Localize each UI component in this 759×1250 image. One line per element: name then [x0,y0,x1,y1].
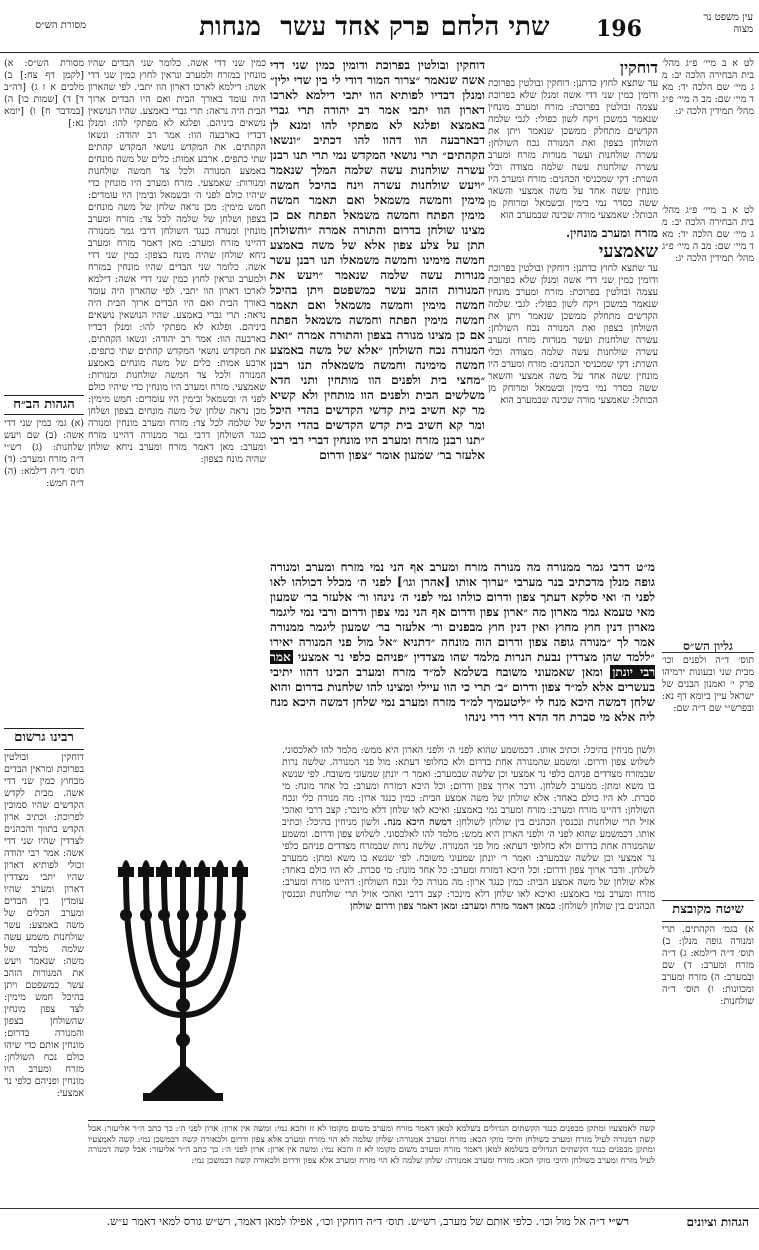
gemara-text-3: ומאן שאמעוני משובח בשלמא למ״ד מזרח ומערב הכינו דהוו יתיבי בעשרים אלא למ״ד צפון ודרום ״ב׳ תרי כי הוו עיילי ומצינו להו שלחנות בדרום והוא שלחן דמשה היכא מנח לי ״ליטעמיך למ״ד מזרח ומערב נמי שלחן דמשה היכא מנח ליה אלא מי סברת חד הדא דרי דרי נינהו [270,665,655,724]
rashi-bottom-commentary [282,745,655,1045]
page-header [0,8,759,53]
rashi-bottom-text-repeat: ולשון מניחין בהיכל: וכתיב אותו. דכמשמע שהוא לפני ה׳ ולפני הארון היא ממש: מלמד להו לאלכסוני. לשלוש צפון ודרום. ומשמע שהמנורה אחת בדרום ולא כחלופי דעתא: מול פני המנורה. שלשה נרות שבמזרח מצדדים פניהם כלפי נר אמצעי וכן שלשה שבמערב: ואמר ר׳ יונתן שמעוני משובח. לפי שנשא בו משא ומתן: ממערב לשלחן. ודבר ארוך צפון ודרום: וכל היכא דמזרח ומערב: כל אחד מונח: מי סברת. לא היו כולם באחד: אלא שולחן של משה אמצע הבית: כמין כנגד ארון: מה מנורה כלי ונכח השולחן: דהיינו מזרח ומערב: מזרח ומערב נמי באמצע: ואיכא לאו שלחן דלא מינכר: קצב דרבי ואהכי אזיל תרי שולחנות ונכנסין הכהנים בין שולחן לשולחן: [282,817,655,912]
hagahot-vetziyunim-label: הגהות וציונים [686,1215,749,1229]
masoret-margin [4,58,84,368]
ein-mishpat-text: לט א ב מיי׳ פ״ג מהל׳ בית הבחירה הלכה יב: מ ג מיי׳ שם הלכה יד: מא ד מיי׳ שם: מב ה מיי׳ פ״ג מהל׳ תמידין הלכה יג: [662,58,754,117]
rashi-text: עד שתצא לחוץ כדתנן: דוחקין ובולטין בפרוכת ודומין כמין שני דדי אשה ומנלן שלא בפרוכת עצמה ובולטין בפרוכת: מזרח ומערב מונחין שנאמר במשכן ויקח לשון כפולי: לגבי שלמה הקדשים מתחלק ממשכן שנאמר ויתן את השולחן בצפון ואת המנורה נכח השולחן: עשרה שולחנות ועשר מנורות מזרח ומערב עשרה שולחנות עשה שלמה מצודה וכלי השרת: דקי שמכניסי הכהנים: מזרח ומערב היו מונחין ששה אחד על משה אמצעי והשאר ששה כסדר נמי בימין ובשמאל ומרוחק מן הכותל: שאמצעי מורה שכינה שבמערב הוא [488,78,658,221]
bottom-notes [88,1124,655,1206]
hagahot-habach-text: (א) גמ׳ כמין שני דדי אשה: (ב) שם ויעש שלחנות: (ג) רש״י ד״ה מזרח ומערב: (ד) תוס׳ ד״ה דילמא: (ה) ד״ה חמש: [4,418,84,489]
rashi-bold-phrase-2: כמאן דאמר מזרח ומערב: ומאן דאמר צפון ודרום שולחן [350,901,556,912]
hagahot-habach [4,418,84,638]
rashi-label-2: שאמצעי [598,241,658,262]
gemara-text: דוחקין ובולטין בפרוכת ודומין כמין שני דדי אשה שנאמר ״צרור המור דודי לי בין שדי ילין״ ומנלן דבדיו לפותיא הוו יתבי דילמא לארכו דארון הוו יתבי אמר רב יהודה תרי גברי באמצא ופלגא לא מפתקי להו ומנא לן דבארבעה הוו דהוו להו דכתיב ״ונשאו הקהתים״ תרי נושאי המקדש נמי תרי תנו רבנן עשרה שולחנות עשה שלמה המלך שנאמר ״ויעש שולחנות עשרה וינח בהיכל חמשה מימין וחמשה משמאל ואם תאמר חמשה מימין הפתח וחמשה משמאל הפתח אם כן מצינו שולחן בדרום והתורה אמרה ״והשולחן תתן על צלע צפון אלא של משה באמצע חמשה מימינו וחמשה משמאלו תנו רבנן עשר מנורות עשה שלמה שנאמר ״ויעש את המנורות הזהב עשר כמשפטם ויתן בהיכל חמשה מימין וחמשה משמאל ואם תאמר חמשה מימין הפתח וחמשה משמאל הפתח אם כן מצינו מנורה בצפון והתורה אמרה ״ואת המנורה נכח השולחן ״אלא של משה באמצע חמשה מימינה וחמשה משמאלה תנו רבנן ״מחצי בית ולפנים הוו מותחין ותני חדא משלשים הבית ולפנים הוו מותחין ולא קשיא מר קא חשיב בית קדשי הקדשים בהדי היכל ומר קא חשיב בית קדש הקדשים בהדי היכל ״תנו רבנן מזרח ומערב היו מונחין דברי רבי רבי אלעזר בר׳ שמעון אומר ״צפון ודרום [270,58,485,462]
rashi-bold-phrase-1: דמשה היכא מנח. [383,817,452,828]
tosafot-text: כמין שני דדי אשה. כלומר שני הבדים שהיו מונחין במזרח ולמערב ונראין לחוץ כמין שני דדי אשה: דילמא לארכו דארון הוו יתבי. לפי שהארון היה עומד באורך הבית ואם היו הבדים ארוך הבית היה נראה: תרי גברי באמצע. שהיו הנושאין נושאים ביניהם. ופלגא לא מפתקי להו: ומנלן דבדיו בארבעה הוו: אמר רב יהודה: ונשאו הקהתים. את המקדש נושאי המקדש קהתים שתי כתפים. ארבע אמות: כלים של משה מונחים באמצע המנורה ולכל צד חמשה שולחנות ומנורות: שאמצעי. מזרח ומערב היו מונחין כדי שיהיו כולם לפני ה׳ ובשמאל ובימין היו עומדים: חמש מימין: מכן נראה שלחן של משה מונחים בצפון ושלחן של שלמה לכל צד: מזרח ומערב מונחין ומנורה כנגד השולחן דרבי גמר ממנורה דהיינו מזרח ומערב: מאן דאמר מזרח ומערב ניחא שולחן שהיה מונח בצפון: [88,58,266,261]
tosafot-text-repeat: כמין שני דדי אשה. כלומר שני הבדים שהיו מונחין במזרח ולמערב ונראין לחוץ כמין שני דדי אשה: דילמא לארכו דארון הוו יתבי. לפי שהארון היה עומד באורך הבית ואם היו הבדים ארוך הבית היה נראה: תרי גברי באמצע. שהיו הנושאין נושאים ביניהם. ופלגא לא מפתקי להו: ומנלן דבדיו בארבעה הוו: אמר רב יהודה: ונשאו הקהתים. את המקדש נושאי המקדש קהתים שתי כתפים. ארבע אמות: כלים של משה מונחים באמצע המנורה ולכל צד חמשה שולחנות ומנורות: שאמצעי. מזרח ומערב היו מונחין כדי שיהיו כולם לפני ה׳ ובשמאל ובימין היו עומדים: חמש מימין: מכן נראה שלחן של משה מונחים בצפון ושלחן של שלמה לכל צד: מזרח ומערב מונחין ומנורה כנגד השולחן דרבי גמר ממנורה דהיינו מזרח ומערב: מאן דאמר מזרח ומערב ניחא שולחן שהיה מונח בצפון: [88,250,266,465]
bottom-notes-text-repeat: קשה לאמצעיו ומתקן מבפנים כנגד הקשתים הגדולים בשלמא למאן דאמר מזרח ומערב משום מקומו לא זז והכא נמי: ומשה אין ארון: ארון לפני ה׳: כך כתב ה״ר אליעזר: אבל קשה דמנורה לעיל מזרח ומערב בשולחן והיכי מוקי הכא: מזרח ומערב אמנורה: שלחן שלמה לא הוי מזרח ומערב אלא צפון ודרום ולכאורה קשה דבמשכן נמי: [88,1134,655,1166]
rashi-text-repeat: עד שתצא לחוץ כדתנן: דוחקין ובולטין בפרוכת ודומין כמין שני דדי אשה ומנלן שלא בפרוכת עצמה ובולטין בפרוכת: מזרח ומערב מונחין שנאמר במשכן ויקח לשון כפולי: לגבי שלמה הקדשים מתחלק ממשכן שנאמר ויתן את השולחן בצפון ואת המנורה נכח השולחן: עשרה שולחנות ועשר מנורות מזרח ומערב עשרה שולחנות עשה שלמה מצודה וכלי השרת: דקי שמכניסי הכהנים: מזרח ומערב היו מונחין ששה אחד על משה אמצעי והשאר ששה כסדר נמי בימין ובשמאל ומרוחק מן הכותל: שאמצעי מורה שכינה שבמערב הוא [488,263,658,406]
tosafot-column [88,58,266,808]
menorah-illustration [88,815,278,1115]
header-chapter-name: שתי הלחם [440,12,550,42]
footer-rashi-note [29,1215,629,1228]
notes-divider [88,1120,655,1121]
page-footer [0,1208,759,1239]
ein-mishpat-glosses [662,58,754,198]
folio-number: 196 [596,16,642,42]
rabbeinu-gershom-header: רבינו גרשום [4,728,84,750]
footer-rashi-text: ד״ה אל מול וכו׳. כלפי אותם של מערב, רש״ש. תוס׳ ד״ה דוחקין וכו׳, אפילו למאן דאמר, רש״ש גורס למאי דאמר ע״ש. [106,1215,606,1228]
rashi-bottom-text: ולשון מניחין בהיכל: וכתיב אותו. דכמשמע שהוא לפני ה׳ ולפני הארון היא ממש: מלמד להו לאלכסוני. לשלוש צפון ודרום. ומשמע שהמנורה אחת בדרום ולא כחלופי דעתא: מול פני המנורה. שלשה נרות שבמזרח מצדדים פניהם כלפי נר אמצעי וכן שלשה שבמערב: ואמר ר׳ יונתן שמעוני משובח. לפי שנשא בו משא ומתן: ממערב לשלחן. ודבר ארוך צפון ודרום: וכל היכא דמזרח ומערב: כל אחד מונח: מי סברת. לא היו כולם באחד: אלא שולחן של משה אמצע הבית: כמין כנגד ארון: מה מנורה כלי ונכח השולחן: דהיינו מזרח ומערב: מזרח ומערב נמי באמצע: ואיכא לאו שלחן דלא מינכר: קצב דרבי ואהכי אזיל תרי שולחנות ונכנסין הכהנים בין שולחן לשולחן: [282,745,655,828]
rabbeinu-gershom [4,752,84,1099]
rabbeinu-gershom-text: דוחקין ובולטין בפרוכת ומראין הבדים מבחוץ כמין שני דדי אשה. מבית לקדש הקדשים שהיו סמוכין לפרוכת: וכתיב ארון הקדש בתווך והכהנים לצדדין שהיו שני דדי אשה: אמר רבי יהודה וכולי לפותיא דארון שהיו יתבי מצדדין דארון ומערב שהיו עומדין בין הבדים ומערב הכלים של משה באמצע: עשר שולחנות משמע עשה שלמה מלבד של משה: שנאמר ויעש את המנורות הזהב עשר כמשפטם ויתן בהיכל חמש מימין: לצד צפון מונחין שהשולחן בצפון והמנורה בדרום: מונחין אותם כדי שיהו כולם נכח השולחן: מזרח ומערב היו מונחין ופניהם כלפי נר אמצעי: [4,752,84,1099]
gilyon-hashas-title: גליון הש״ס [662,640,754,653]
header-tractate: מנחות [199,12,261,42]
opening-word: דוחקין [619,58,658,77]
gemara-text-top [270,58,485,558]
header-chapter: פרק אחד עשר [280,12,430,42]
shita-mekubetzet-text: א) בגמ׳ הקהתים. תרי ומנורה גופה מנלן: ב) תוס׳ ד״ה דילמא: ג) ד״ה מזרח ומערב: ד) שם ובמערב: ה) מזרח ומערב ומכוונות: ו) תוס׳ ד״ה שולחנות: [662,924,754,1007]
ein-mishpat-label: עין משפט נר מצוה [703,12,753,35]
side-glosses [662,205,754,605]
rashi-column [488,58,658,558]
footer-rashi-label: רש״י [608,1215,629,1228]
gemara-text-middle [270,560,655,740]
rashi-label-1: מזרח ומערב מונחין. [565,226,658,240]
gemara-text-2: מ״ט דרבי גמר ממנורה מה מנורה מזרח ומערב אף הני נמי מזרח ומערב ומנורה גופה מנלן מדכתיב בנר מערבי ״ערוך אותו [אהרן וגו׳] לפני ה׳ מכלל דכולהו לאו לפני ה׳ ואי סלקא דעתך צפון ודרום כולהו נמי לפני ה׳ נינהו ור׳ אלעזר בר׳ שמעון מאי טעמא גמר מארון מה ״ארון צפון ודרום אף הני נמי צפון ודרום ורבי נמי ליגמר מארון דנין חוץ מחוץ ואין דנין חוץ מבפנים ור׳ אלעזר בר׳ שמעון ליגמר ממנורה אמר לך ״מנורה גופה צפון ודרום הוה מונחה ״דתניא ״אל מול פני המנורה יאירו ״ללמד שהן מצדדין נבעת הנרות מלמד שהו מצדדין ״פניהם כלפי נר אמצעי [270,560,655,664]
hagahot-habach-header: הגהות הב״ח [4,395,84,415]
shita-mekubetzet-header: שיטה מקובצת [662,900,754,922]
masoret-text: מסורת הש״ס: א) [לקמן דף צח:] ב) מלכים א ז ג) [דה״ב ד] ד) [שמות כו] ה) [במדבר ח] ו) [יומא נא:] [4,58,84,129]
gilyon-hashas-text: תוס׳ ד״ה ולפנים וכו׳ מבית שני ובעונות ירמיהו פרק י׳ ואמנון הבנים של ישראל עיין ביומא דף נא: ובפרש״י שם ד״ה שם: [662,655,754,714]
highlighted-phrase: אמר רבי יונתן [270,650,656,679]
shita-mekubetzet [662,924,754,1124]
masoret-hashas-label: מסורת הש״ס [35,20,86,31]
ein-mishpat-more: לט א ב מיי׳ פ״ג מהל׳ בית הבחירה הלכה יב: מ ג מיי׳ שם הלכה יד: מא ד מיי׳ שם: מב ה מיי׳ פ״ג מהל׳ תמידין הלכה יג: [662,205,754,264]
gilyon-hashas [662,639,754,714]
bottom-notes-text: קשה לאמצעיו ומתקן מבפנים כנגד הקשתים הגדולים בשלמא למאן דאמר מזרח ומערב משום מקומו לא זז והכא נמי: ומשה אין ארון: ארון לפני ה׳: כך כתב ה״ר אליעזר: אבל קשה דמנורה לעיל מזרח ומערב בשולחן והיכי מוקי הכא: מזרח ומערב אמנורה: שלחן שלמה לא הוי מזרח ומערב אלא צפון ודרום ולכאורה קשה דבמשכן נמי: [88,1124,656,1145]
